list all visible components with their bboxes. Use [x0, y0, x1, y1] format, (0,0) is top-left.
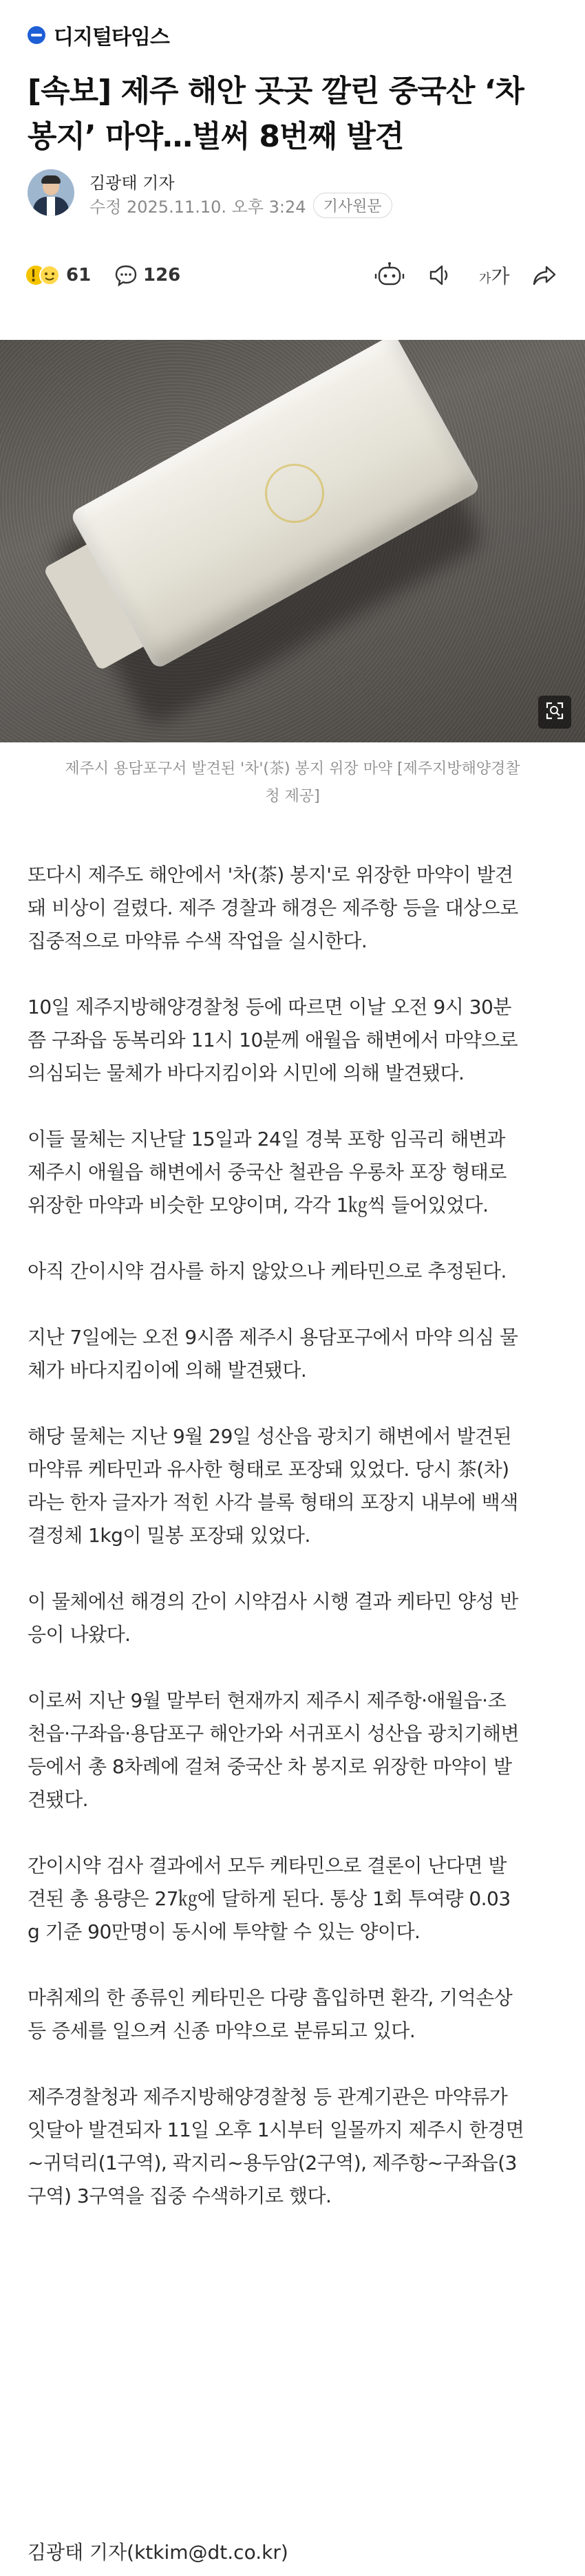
article-paragraph: [28, 991, 564, 1090]
paragraph-line: 등에서 총 8차례에 걸쳐 중국산 차 봉지로 위장한 마약이 발: [28, 1755, 512, 1778]
paragraph-line: 의심되는 물체가 바다지킴이와 시민에 의해 발견됐다.: [28, 1062, 465, 1084]
paragraph-line: 쯤 구좌읍 동복리와 11시 10분께 애월읍 해변에서 마약으로: [28, 1029, 518, 1051]
photo-caption: [28, 755, 557, 811]
modified-timestamp: 수정 2025.11.10. 오후 3:24: [89, 197, 306, 217]
paragraph-line: 라는 한자 글자가 적힌 사각 블록 형태의 포장지 내부에 백색: [28, 1491, 518, 1514]
article-paragraph: [28, 1684, 564, 1816]
brand-header[interactable]: [28, 18, 169, 52]
article-headline: [28, 69, 564, 160]
headline-line-2: 봉지’ 마약…벌써 8번째 발견: [28, 119, 404, 154]
summary-bot-button[interactable]: [374, 256, 405, 294]
reaction-icon: [25, 263, 61, 288]
byline: [28, 165, 564, 227]
article-photo[interactable]: [0, 340, 585, 742]
paragraph-line: 아직 간이시약 검사를 하지 않았으나 케타민으로 추정된다.: [28, 1260, 507, 1282]
paragraph-line: ~귀덕리(1구역), 곽지리~용두암(2구역), 제주항~구좌읍(3: [28, 2151, 517, 2174]
author-name[interactable]: 김광태 기자: [89, 173, 175, 193]
paragraph-line: 결정체 1kg이 밀봉 포장돼 있었다.: [28, 1524, 310, 1547]
paragraph-line: 마취제의 한 종류인 케타민은 다량 흡입하면 환각, 기억손상: [28, 1986, 513, 2009]
summary-bot-icon: [374, 261, 405, 289]
paragraph-line: 체가 바다지킴이에 의해 발견됐다.: [28, 1359, 307, 1382]
speaker-icon: [428, 263, 454, 288]
author-avatar[interactable]: [28, 169, 74, 216]
paragraph-line: 구역) 3구역을 집중 수색하기로 했다.: [28, 2185, 332, 2207]
brand-logo-icon: [28, 26, 45, 44]
font-size-large-glyph: 가: [491, 265, 510, 288]
article-paragraph: [28, 1123, 564, 1222]
comment-icon: [114, 264, 138, 287]
paragraph-line: 견된 총 용량은 27㎏에 달하게 된다. 통상 1회 투여량 0.03: [28, 1887, 511, 1910]
comment-button[interactable]: [114, 256, 180, 294]
article-toolbar: [25, 256, 564, 294]
article-paragraph: [28, 1420, 564, 1552]
comment-count: 126: [143, 265, 181, 286]
font-size-button[interactable]: [479, 256, 509, 294]
article-paragraph: [28, 1321, 564, 1387]
paragraph-line: 위장한 마약과 비슷한 모양이며, 각각 1㎏씩 들어있었다.: [28, 1194, 489, 1216]
paragraph-line: 돼 비상이 걸렸다. 제주 경찰과 해경은 제주항 등을 대상으로: [28, 897, 518, 919]
paragraph-line: 또다시 제주도 해안에서 '차(茶) 봉지'로 위장한 마약이 발견: [28, 863, 513, 886]
expand-icon: [545, 701, 564, 723]
paragraph-line: 잇달아 발견되자 11일 오후 1시부터 일몰까지 제주시 한경면: [28, 2118, 524, 2141]
package-seal: [265, 464, 324, 523]
share-icon: [531, 263, 557, 288]
photo-zoom-button[interactable]: [538, 696, 571, 729]
paragraph-line: 이로써 지난 9월 말부터 현재까지 제주시 제주항·애월읍·조: [28, 1689, 507, 1712]
article-paragraph: [28, 2081, 564, 2213]
paragraph-line: 지난 7일에는 오전 9시쯤 제주시 용담포구에서 마약 의심 물: [28, 1326, 518, 1349]
article-body: [28, 859, 564, 2246]
paragraph-line: 간이시약 검사 결과에서 모두 케타민으로 결론이 난다면 발: [28, 1854, 507, 1877]
article-meta: [89, 193, 392, 218]
caption-line-2: 청 제공]: [265, 788, 320, 805]
paragraph-line: 견됐다.: [28, 1788, 89, 1811]
paragraph-line: 천읍·구좌읍·용담포구 해안가와 서귀포시 성산읍 광치기해변: [28, 1722, 520, 1745]
paragraph-line: 응이 나왔다.: [28, 1623, 131, 1646]
font-size-small-glyph: 가: [479, 272, 491, 286]
paragraph-line: 10일 제주지방해양경찰청 등에 따르면 이날 오전 9시 30분: [28, 996, 511, 1018]
paragraph-line: 제주경찰청과 제주지방해양경찰청 등 관계기관은 마약류가: [28, 2085, 508, 2108]
listen-button[interactable]: [428, 256, 454, 294]
caption-line-1: 제주시 용담포구서 발견된 '차'(茶) 봉지 위장 마약 [제주지방해양경찰: [65, 760, 520, 777]
paragraph-line: 이 물체에선 해경의 간이 시약검사 시행 결과 케타민 양성 반: [28, 1590, 518, 1613]
reporter-signoff: 김광태 기자(ktkim@dt.co.kr): [28, 2541, 288, 2564]
paragraph-line: 등 증세를 일으켜 신종 마약으로 분류되고 있다.: [28, 2019, 416, 2042]
paragraph-line: 집중적으로 마약류 수색 작업을 실시한다.: [28, 930, 368, 952]
original-article-button[interactable]: 기사원문: [313, 193, 392, 218]
brand-name: 디지털타임스: [54, 25, 169, 50]
font-size-icon: [479, 261, 509, 289]
paragraph-line: 마약류 케타민과 유사한 형태로 포장돼 있었다. 당시 茶(차): [28, 1458, 509, 1481]
paragraph-line: 제주시 애월읍 해변에서 중국산 철관음 우롱차 포장 형태로: [28, 1161, 507, 1183]
article-paragraph: [28, 1585, 564, 1651]
paragraph-line: 이들 물체는 지난달 15일과 24일 경북 포항 임곡리 해변과: [28, 1128, 505, 1150]
article-paragraph: [28, 1255, 564, 1288]
reaction-button[interactable]: [25, 256, 91, 294]
reaction-count: 61: [66, 265, 92, 286]
article-paragraph: [28, 1849, 564, 1949]
article-paragraph: [28, 859, 564, 958]
share-button[interactable]: [531, 256, 557, 294]
paragraph-line: 해당 물체는 지난 9월 29일 성산읍 광치기 해변에서 발견된: [28, 1425, 512, 1448]
headline-line-1: [속보] 제주 해안 곳곳 깔린 중국산 ‘차: [28, 74, 524, 109]
article-paragraph: [28, 1982, 564, 2048]
paragraph-line: g 기준 90만명이 동시에 투약할 수 있는 양이다.: [28, 1920, 421, 1943]
